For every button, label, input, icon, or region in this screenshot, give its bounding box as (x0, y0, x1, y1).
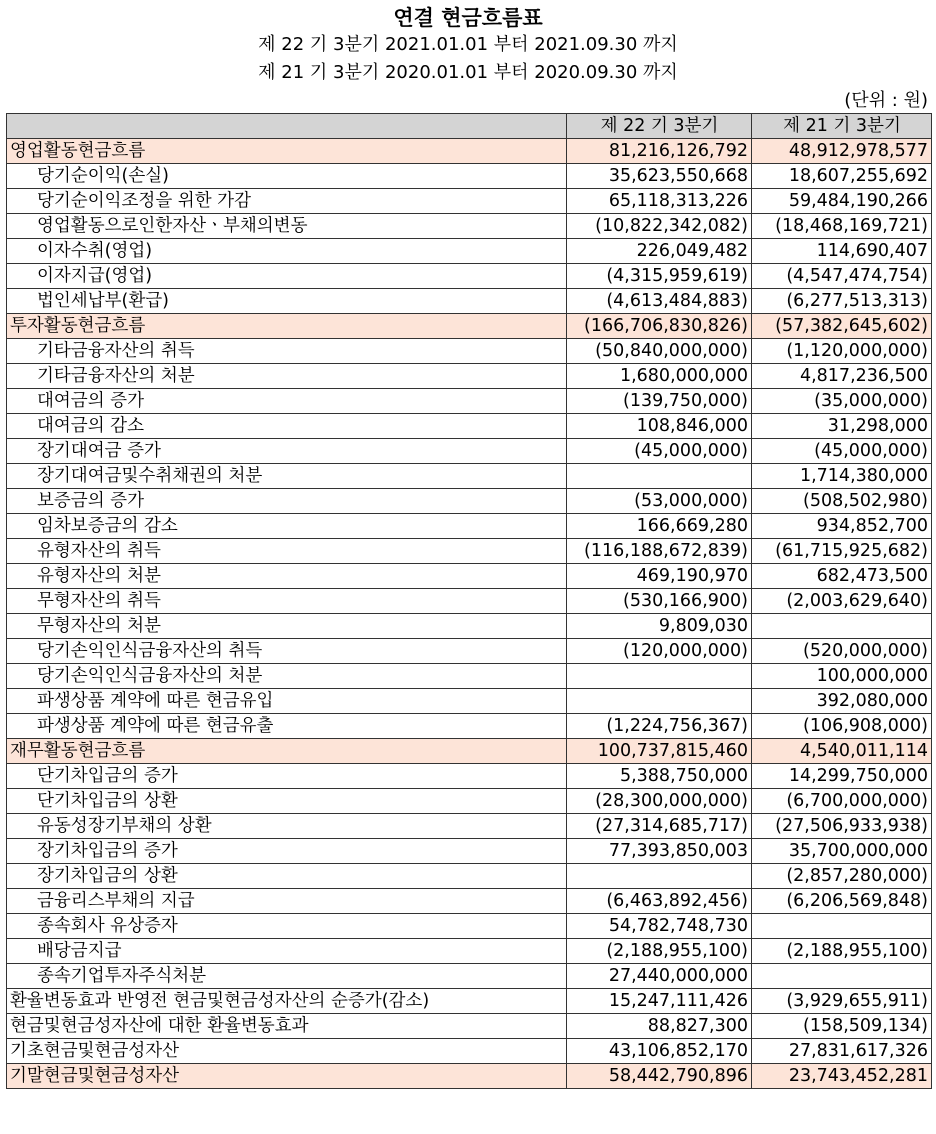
row-prior-value: (158,509,134) (752, 1014, 932, 1039)
table-row (7, 764, 932, 789)
row-label: 환율변동효과 반영전 현금및현금성자산의 순증가(감소) (7, 989, 567, 1014)
table-row (7, 439, 932, 464)
row-prior-value (752, 964, 932, 989)
row-label: 현금및현금성자산에 대한 환율변동효과 (7, 1014, 567, 1039)
header-prior-period: 제 21 기 3분기 (752, 114, 932, 139)
row-label: 대여금의 증가 (7, 389, 567, 414)
row-prior-value: (6,206,569,848) (752, 889, 932, 914)
row-current-value: 88,827,300 (567, 1014, 752, 1039)
row-label: 당기손익인식금융자산의 처분 (7, 664, 567, 689)
row-current-value: 58,442,790,896 (567, 1064, 752, 1089)
row-current-value: (27,314,685,717) (567, 814, 752, 839)
row-current-value (567, 864, 752, 889)
table-row (7, 164, 932, 189)
row-prior-value: 27,831,617,326 (752, 1039, 932, 1064)
table-row (7, 1014, 932, 1039)
row-label: 재무활동현금흐름 (7, 739, 567, 764)
row-current-value: 108,846,000 (567, 414, 752, 439)
row-prior-value: 14,299,750,000 (752, 764, 932, 789)
row-label: 무형자산의 취득 (7, 589, 567, 614)
row-prior-value: (18,468,169,721) (752, 214, 932, 239)
row-prior-value: (6,277,513,313) (752, 289, 932, 314)
row-label: 기초현금및현금성자산 (7, 1039, 567, 1064)
row-current-value: 54,782,748,730 (567, 914, 752, 939)
row-label: 장기대여금및수취채권의 처분 (7, 464, 567, 489)
row-prior-value: (1,120,000,000) (752, 339, 932, 364)
row-prior-value: (35,000,000) (752, 389, 932, 414)
row-current-value: (6,463,892,456) (567, 889, 752, 914)
table-row (7, 514, 932, 539)
row-label: 유동성장기부채의 상환 (7, 814, 567, 839)
row-current-value: 35,623,550,668 (567, 164, 752, 189)
row-current-value: 65,118,313,226 (567, 189, 752, 214)
row-current-value (567, 664, 752, 689)
table-row (7, 239, 932, 264)
row-label: 기말현금및현금성자산 (7, 1064, 567, 1089)
row-current-value: (2,188,955,100) (567, 939, 752, 964)
row-prior-value: 59,484,190,266 (752, 189, 932, 214)
row-prior-value: (61,715,925,682) (752, 539, 932, 564)
row-prior-value: 31,298,000 (752, 414, 932, 439)
row-prior-value: (2,188,955,100) (752, 939, 932, 964)
period-prior: 제 21 기 3분기 2020.01.01 부터 2020.09.30 까지 (258, 62, 678, 83)
row-label: 단기차입금의 증가 (7, 764, 567, 789)
table-row (7, 689, 932, 714)
row-current-value: 15,247,111,426 (567, 989, 752, 1014)
table-row (7, 414, 932, 439)
row-current-value: (50,840,000,000) (567, 339, 752, 364)
row-label: 영업활동으로인한자산ㆍ부채의변동 (7, 214, 567, 239)
table-row (7, 864, 932, 889)
row-prior-value: 48,912,978,577 (752, 139, 932, 164)
row-current-value: (4,613,484,883) (567, 289, 752, 314)
row-label: 파생상품 계약에 따른 현금유입 (7, 689, 567, 714)
row-prior-value: 100,000,000 (752, 664, 932, 689)
row-prior-value: 934,852,700 (752, 514, 932, 539)
row-label: 대여금의 감소 (7, 414, 567, 439)
table-row (7, 639, 932, 664)
row-current-value (567, 689, 752, 714)
cash-flow-table (6, 113, 932, 1089)
table-row (7, 664, 932, 689)
row-prior-value: (57,382,645,602) (752, 314, 932, 339)
row-label: 장기대여금 증가 (7, 439, 567, 464)
row-current-value: 5,388,750,000 (567, 764, 752, 789)
row-label: 이자수취(영업) (7, 239, 567, 264)
row-current-value: 81,216,126,792 (567, 139, 752, 164)
row-current-value: (10,822,342,082) (567, 214, 752, 239)
row-current-value: 9,809,030 (567, 614, 752, 639)
row-prior-value: 114,690,407 (752, 239, 932, 264)
row-current-value: (28,300,000,000) (567, 789, 752, 814)
table-row (7, 889, 932, 914)
row-prior-value: (2,857,280,000) (752, 864, 932, 889)
table-row (7, 964, 932, 989)
row-prior-value: 18,607,255,692 (752, 164, 932, 189)
table-row (7, 364, 932, 389)
table-row (7, 839, 932, 864)
unit-label: (단위 : 원) (844, 90, 928, 111)
row-current-value (567, 464, 752, 489)
row-label: 당기순이익조정을 위한 가감 (7, 189, 567, 214)
period-current: 제 22 기 3분기 2021.01.01 부터 2021.09.30 까지 (258, 34, 678, 55)
row-current-value: 77,393,850,003 (567, 839, 752, 864)
row-current-value: 166,669,280 (567, 514, 752, 539)
table-row (7, 489, 932, 514)
row-label: 배당금지급 (7, 939, 567, 964)
row-current-value: 469,190,970 (567, 564, 752, 589)
table-row (7, 939, 932, 964)
row-label: 금융리스부채의 지급 (7, 889, 567, 914)
table-row (7, 714, 932, 739)
table-row (7, 189, 932, 214)
table-row (7, 914, 932, 939)
table-row (7, 214, 932, 239)
row-prior-value: (3,929,655,911) (752, 989, 932, 1014)
row-current-value: 1,680,000,000 (567, 364, 752, 389)
row-label: 당기손익인식금융자산의 취득 (7, 639, 567, 664)
table-row (7, 339, 932, 364)
row-current-value: 43,106,852,170 (567, 1039, 752, 1064)
row-label: 유형자산의 처분 (7, 564, 567, 589)
table-row (7, 564, 932, 589)
row-prior-value: 35,700,000,000 (752, 839, 932, 864)
table-row (7, 614, 932, 639)
row-label: 기타금융자산의 취득 (7, 339, 567, 364)
row-label: 당기순이익(손실) (7, 164, 567, 189)
row-label: 영업활동현금흐름 (7, 139, 567, 164)
row-current-value: 226,049,482 (567, 239, 752, 264)
table-row (7, 289, 932, 314)
row-label: 단기차입금의 상환 (7, 789, 567, 814)
row-prior-value: 392,080,000 (752, 689, 932, 714)
row-prior-value: (508,502,980) (752, 489, 932, 514)
row-label: 장기차입금의 증가 (7, 839, 567, 864)
row-current-value: (139,750,000) (567, 389, 752, 414)
row-label: 장기차입금의 상환 (7, 864, 567, 889)
row-prior-value: (520,000,000) (752, 639, 932, 664)
table-row (7, 989, 932, 1014)
row-label: 이자지급(영업) (7, 264, 567, 289)
table-row (7, 789, 932, 814)
row-label: 파생상품 계약에 따른 현금유출 (7, 714, 567, 739)
row-prior-value: 1,714,380,000 (752, 464, 932, 489)
row-label: 기타금융자산의 처분 (7, 364, 567, 389)
row-current-value: 27,440,000,000 (567, 964, 752, 989)
table-row (7, 539, 932, 564)
table-row (7, 389, 932, 414)
table-header-row (7, 114, 932, 139)
row-label: 보증금의 증가 (7, 489, 567, 514)
table-row (7, 139, 932, 164)
row-prior-value (752, 914, 932, 939)
row-current-value: (4,315,959,619) (567, 264, 752, 289)
row-prior-value: (106,908,000) (752, 714, 932, 739)
row-label: 종속회사 유상증자 (7, 914, 567, 939)
row-current-value: (166,706,830,826) (567, 314, 752, 339)
row-current-value: (53,000,000) (567, 489, 752, 514)
row-prior-value: (4,547,474,754) (752, 264, 932, 289)
row-prior-value: 23,743,452,281 (752, 1064, 932, 1089)
row-current-value: (45,000,000) (567, 439, 752, 464)
row-prior-value: (6,700,000,000) (752, 789, 932, 814)
row-label: 무형자산의 처분 (7, 614, 567, 639)
table-row (7, 814, 932, 839)
row-current-value: (120,000,000) (567, 639, 752, 664)
header-current-period: 제 22 기 3분기 (567, 114, 752, 139)
row-prior-value: 4,817,236,500 (752, 364, 932, 389)
row-prior-value: (27,506,933,938) (752, 814, 932, 839)
table-row (7, 314, 932, 339)
row-label: 종속기업투자주식처분 (7, 964, 567, 989)
row-prior-value: (45,000,000) (752, 439, 932, 464)
row-prior-value: 682,473,500 (752, 564, 932, 589)
row-prior-value: (2,003,629,640) (752, 589, 932, 614)
row-label: 투자활동현금흐름 (7, 314, 567, 339)
table-body (7, 139, 932, 1089)
table-row (7, 589, 932, 614)
row-current-value: (530,166,900) (567, 589, 752, 614)
header-blank (7, 114, 567, 139)
table-row (7, 739, 932, 764)
row-prior-value: 4,540,011,114 (752, 739, 932, 764)
statement-title: 연결 현금흐름표 (393, 6, 543, 30)
table-row (7, 464, 932, 489)
table-row (7, 1064, 932, 1089)
row-current-value: (1,224,756,367) (567, 714, 752, 739)
row-current-value: 100,737,815,460 (567, 739, 752, 764)
table-row (7, 264, 932, 289)
row-label: 임차보증금의 감소 (7, 514, 567, 539)
row-current-value: (116,188,672,839) (567, 539, 752, 564)
row-label: 유형자산의 취득 (7, 539, 567, 564)
row-prior-value (752, 614, 932, 639)
row-label: 법인세납부(환급) (7, 289, 567, 314)
table-row (7, 1039, 932, 1064)
